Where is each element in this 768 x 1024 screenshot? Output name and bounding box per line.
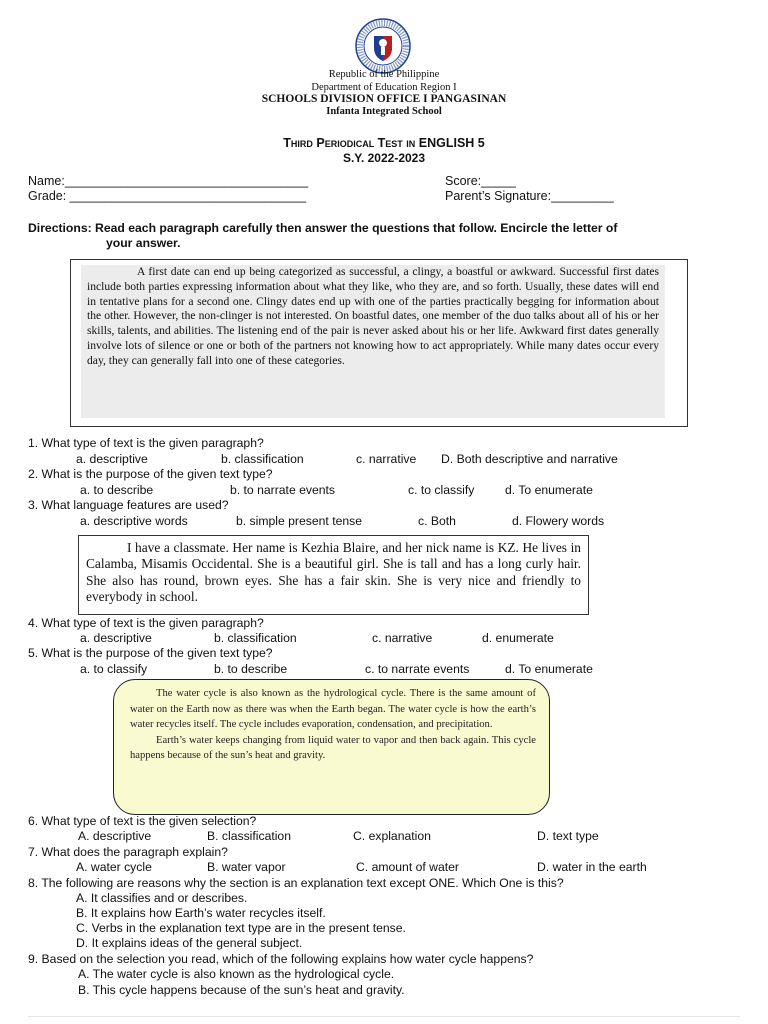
directions-line1: Directions: Read each paragraph carefully then answer the questions that follow. Encircle the letter of <box>28 221 618 235</box>
page-bottom-divider <box>28 1016 740 1017</box>
q8-option-b[interactable]: B. It explains how Earth’s water recycles itself. <box>76 906 326 920</box>
question-4: 4. What type of text is the given paragraph? <box>28 616 264 630</box>
header-division: SCHOOLS DIVISION OFFICE I PANGASINAN <box>261 93 507 105</box>
q3-option-d[interactable]: d. Flowery words <box>512 514 605 528</box>
header-school: Infanta Integrated School <box>326 106 442 117</box>
passage-1-text: A first date can end up being categorized as successful, a clingy, a boastful or awkward. Successful first dates include both parties expressing information about what they like, who they are, and so forth. Usually, these dates will end in tentative plans for a second one. Clingy dates end up with one of the parties practically begging for information about the other. However, the non-clinger is not interested. On boastful dates, one member of the duo talks about all of his or her skills, talents, and abilities. The listening end of the pair is never asked about his or her life. Awkward first dates generally involve lots of silence or one or both of the partners not knowing how to act appropriately. While many dates occur every day, they can generally fall into one of these categories. <box>81 265 665 418</box>
question-3: 3. What language features are used? <box>28 498 229 512</box>
question-6: 6. What type of text is the given selection? <box>28 814 257 828</box>
q4-option-a[interactable]: a. descriptive <box>80 631 152 645</box>
q4-option-d[interactable]: d. enumerate <box>482 631 554 645</box>
q6-option-c[interactable]: C. explanation <box>353 829 431 843</box>
q1-option-b[interactable]: b. classification <box>221 452 304 466</box>
score-field[interactable]: Score:_____ <box>445 174 516 188</box>
q9-option-b[interactable]: B. This cycle happens because of the sun’s heat and gravity. <box>78 983 405 997</box>
question-1: 1. What type of text is the given paragraph? <box>28 436 264 450</box>
q7-option-b[interactable]: B. water vapor <box>207 860 286 874</box>
question-8: 8. The following are reasons why the section is an explanation text except ONE. Which One is this? <box>28 876 564 890</box>
deped-seal-logo <box>355 18 411 74</box>
q1-option-c[interactable]: c. narrative <box>356 452 417 466</box>
passage-1-box <box>70 259 688 427</box>
q6-option-b[interactable]: B. classification <box>207 829 291 843</box>
q7-option-d[interactable]: D. water in the earth <box>537 860 647 874</box>
passage-2-box <box>78 535 589 615</box>
q7-option-c[interactable]: C. amount of water <box>356 860 459 874</box>
q5-option-c[interactable]: c. to narrate events <box>365 662 470 676</box>
passage-3-box <box>113 679 550 815</box>
q9-option-a[interactable]: A. The water cycle is also known as the hydrological cycle. <box>78 967 395 981</box>
passage-3-paragraph-2: Earth’s water keeps changing from liquid water to vapor and then back again. This cycle happens because of the sun’s heat and gravity. <box>130 734 536 761</box>
name-field[interactable]: Name:___________________________________ <box>28 174 309 188</box>
q5-option-d[interactable]: d. To enumerate <box>505 662 593 676</box>
q3-option-c[interactable]: c. Both <box>418 514 456 528</box>
q1-option-d[interactable]: D. Both descriptive and narrative <box>441 452 618 466</box>
q3-option-b[interactable]: b. simple present tense <box>236 514 363 528</box>
exam-title: Third Periodical Test in ENGLISH 5 <box>283 136 485 150</box>
directions-line2: your answer. <box>106 236 181 250</box>
question-5: 5. What is the purpose of the given text type? <box>28 646 273 660</box>
question-7: 7. What does the paragraph explain? <box>28 845 228 859</box>
q2-option-a[interactable]: a. to describe <box>80 483 154 497</box>
q3-option-a[interactable]: a. descriptive words <box>80 514 188 528</box>
header-republic: Republic of the Philippine <box>328 69 440 80</box>
question-2: 2. What is the purpose of the given text type? <box>28 467 273 481</box>
q5-option-a[interactable]: a. to classify <box>80 662 148 676</box>
q2-option-b[interactable]: b. to narrate events <box>230 483 336 497</box>
q7-option-a[interactable]: A. water cycle <box>76 860 152 874</box>
passage-2-text: I have a classmate. Her name is Kezhia Blaire, and her nick name is KZ. He lives in Calamba, Misamis Occidental. She is a beautiful girl. She is tall and has a long curly hair. She also has round, brown eyes. She has a fair skin. She is very nice and friendly to everybody in school. <box>86 540 581 604</box>
grade-field[interactable]: Grade: __________________________________ <box>28 189 307 203</box>
school-year: S.Y. 2022-2023 <box>342 151 426 165</box>
q2-option-c[interactable]: c. to classify <box>408 483 475 497</box>
q8-option-d[interactable]: D. It explains ideas of the general subject. <box>76 936 303 950</box>
q1-option-a[interactable]: a. descriptive <box>76 452 148 466</box>
parent-signature-field[interactable]: Parent’s Signature:_________ <box>445 189 614 203</box>
q2-option-d[interactable]: d. To enumerate <box>505 483 593 497</box>
q8-option-c[interactable]: C. Verbs in the explanation text type are in the present tense. <box>76 921 406 935</box>
header-department: Department of Education Region I <box>311 82 457 93</box>
passage-3-paragraph-1: The water cycle is also known as the hydrological cycle. There is the same amount of water on the Earth now as there was when the Earth began. The water cycle is how the earth’s water recycles itself. The cycle includes evaporation, condensation, and precipitation. <box>130 688 536 730</box>
q8-option-a[interactable]: A. It classifies and or describes. <box>76 891 248 905</box>
q5-option-b[interactable]: b. to describe <box>214 662 288 676</box>
q4-option-c[interactable]: c. narrative <box>372 631 433 645</box>
q6-option-d[interactable]: D. text type <box>537 829 599 843</box>
q4-option-b[interactable]: b. classification <box>214 631 297 645</box>
question-9: 9. Based on the selection you read, which of the following explains how water cycle happens? <box>28 952 534 966</box>
passage-3-text <box>130 686 536 764</box>
q6-option-a[interactable]: A. descriptive <box>78 829 152 843</box>
